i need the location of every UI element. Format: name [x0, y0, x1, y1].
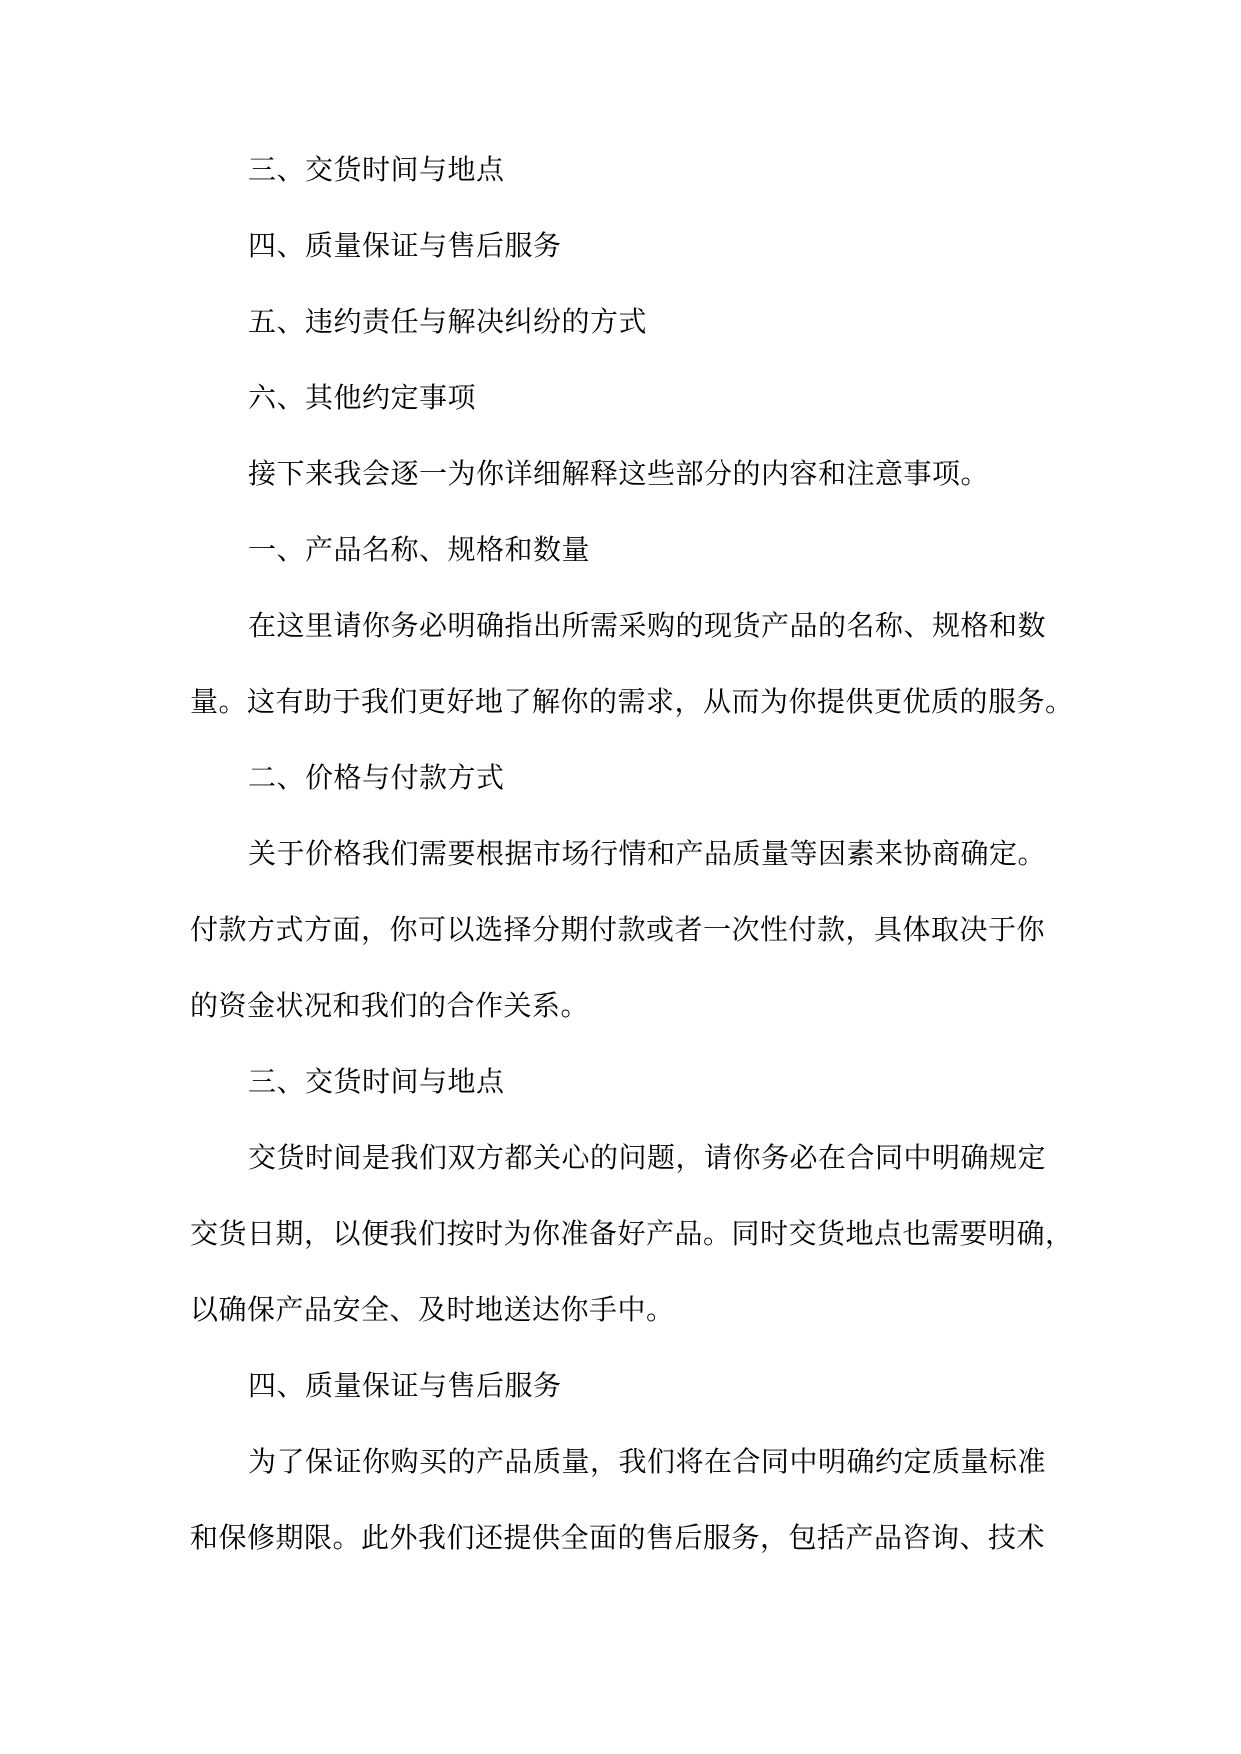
section-heading: 二、价格与付款方式	[248, 761, 505, 794]
paragraph-line: 交货日期，以便我们按时为你准备好产品。同时交货地点也需要明确，	[190, 1217, 1074, 1250]
paragraph-line: 交货时间是我们双方都关心的问题，请你务必在合同中明确规定	[248, 1141, 1047, 1174]
section-heading: 五、违约责任与解决纠纷的方式	[248, 305, 648, 338]
paragraph-line: 接下来我会逐一为你详细解释这些部分的内容和注意事项。	[248, 457, 990, 490]
paragraph-line: 的资金状况和我们的合作关系。	[190, 989, 590, 1022]
section-heading: 四、质量保证与售后服务	[248, 229, 562, 262]
section-heading: 四、质量保证与售后服务	[248, 1369, 562, 1402]
paragraph-line: 和保修期限。此外我们还提供全面的售后服务，包括产品咨询、技术	[190, 1521, 1046, 1554]
paragraph-line: 关于价格我们需要根据市场行情和产品质量等因素来协商确定。	[248, 837, 1047, 870]
paragraph-line: 付款方式方面，你可以选择分期付款或者一次性付款，具体取决于你	[190, 913, 1046, 946]
paragraph-line: 量。这有助于我们更好地了解你的需求，从而为你提供更优质的服务。	[190, 685, 1074, 718]
section-heading: 一、产品名称、规格和数量	[248, 533, 591, 566]
section-heading: 三、交货时间与地点	[248, 153, 505, 186]
section-heading: 六、其他约定事项	[248, 381, 477, 414]
section-heading: 三、交货时间与地点	[248, 1065, 505, 1098]
paragraph-line: 在这里请你务必明确指出所需采购的现货产品的名称、规格和数	[248, 609, 1047, 642]
paragraph-line: 为了保证你购买的产品质量，我们将在合同中明确约定质量标准	[248, 1445, 1047, 1478]
paragraph-line: 以确保产品安全、及时地送达你手中。	[190, 1293, 675, 1326]
